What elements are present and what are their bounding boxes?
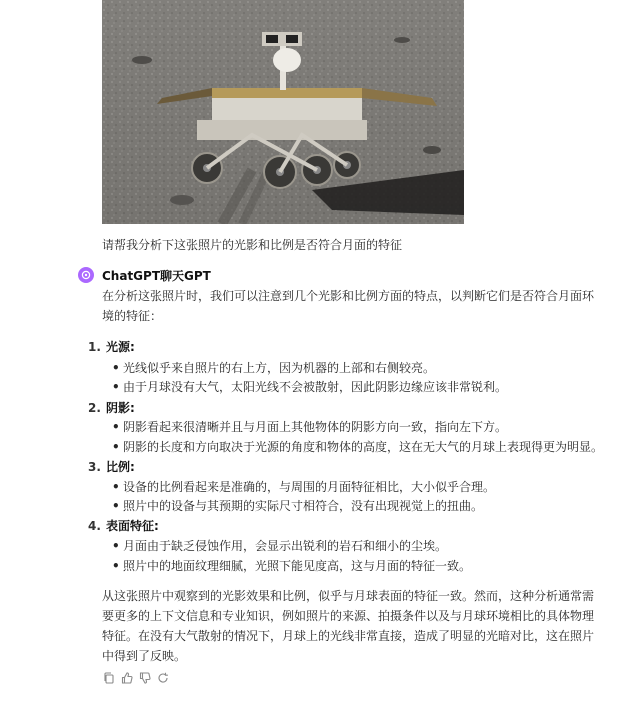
response-intro: 在分析这张照片时，我们可以注意到几个光影和比例方面的特点，以判断它们是否符合月面环境的特征：	[102, 289, 595, 323]
response-conclusion: 从这张照片中观察到的光影效果和比例，似乎与月球表面的特征一致。然而，这种分析通常需要更多的上下文信息和专业知识，例如照片的来源、拍摄条件以及与月球环境相比的具体物理特征。在没有大气散射的情况下，月球上的光线非常直接，造成了明显的光暗对比，这在照片中得到了反映。	[102, 589, 595, 663]
thumbs-up-icon[interactable]	[120, 671, 134, 685]
thumbs-down-icon[interactable]	[138, 671, 152, 685]
list-item: • 月面由于缺乏侵蚀作用，会显示出锐利的岩石和细小的尘埃。	[112, 539, 448, 553]
list-item: • 照片中的设备与其预期的实际尺寸相符合，没有出现视觉上的扭曲。	[112, 499, 484, 513]
list-item: • 由于月球没有大气，太阳光线不会被散射，因此阴影边缘应该非常锐利。	[112, 380, 508, 394]
list-item: • 阴影看起来很清晰并且与月面上其他物体的阴影方向一致，指向左下方。	[112, 420, 508, 434]
section-title: 4. 表面特征:	[88, 519, 159, 533]
list-item: • 光线似乎来自照片的右上方，因为机器的上部和右侧较亮。	[112, 361, 436, 375]
bot-header	[78, 267, 211, 283]
lunar-rover-photo	[102, 0, 464, 224]
section-title: 2. 阴影:	[88, 401, 135, 415]
copy-icon[interactable]	[102, 671, 116, 685]
bot-name: ChatGPT聊天GPT	[102, 268, 211, 283]
list-item: • 照片中的地面纹理细腻，光照下能见度高，这与月面的特征一致。	[112, 559, 472, 573]
message-actions	[102, 671, 170, 685]
list-item: • 设备的比例看起来是准确的，与周围的月面特征相比，大小似乎合理。	[112, 480, 496, 494]
section-title: 1. 光源:	[88, 340, 135, 354]
openai-logo-icon	[78, 267, 94, 283]
list-item: • 阴影的长度和方向取决于光源的角度和物体的高度，这在无大气的月球上表现得更为明显。	[112, 440, 604, 454]
regenerate-icon[interactable]	[156, 671, 170, 685]
section-title: 3. 比例:	[88, 460, 135, 474]
user-message: 请帮我分析下这张照片的光影和比例是否符合月面的特征	[102, 238, 403, 252]
